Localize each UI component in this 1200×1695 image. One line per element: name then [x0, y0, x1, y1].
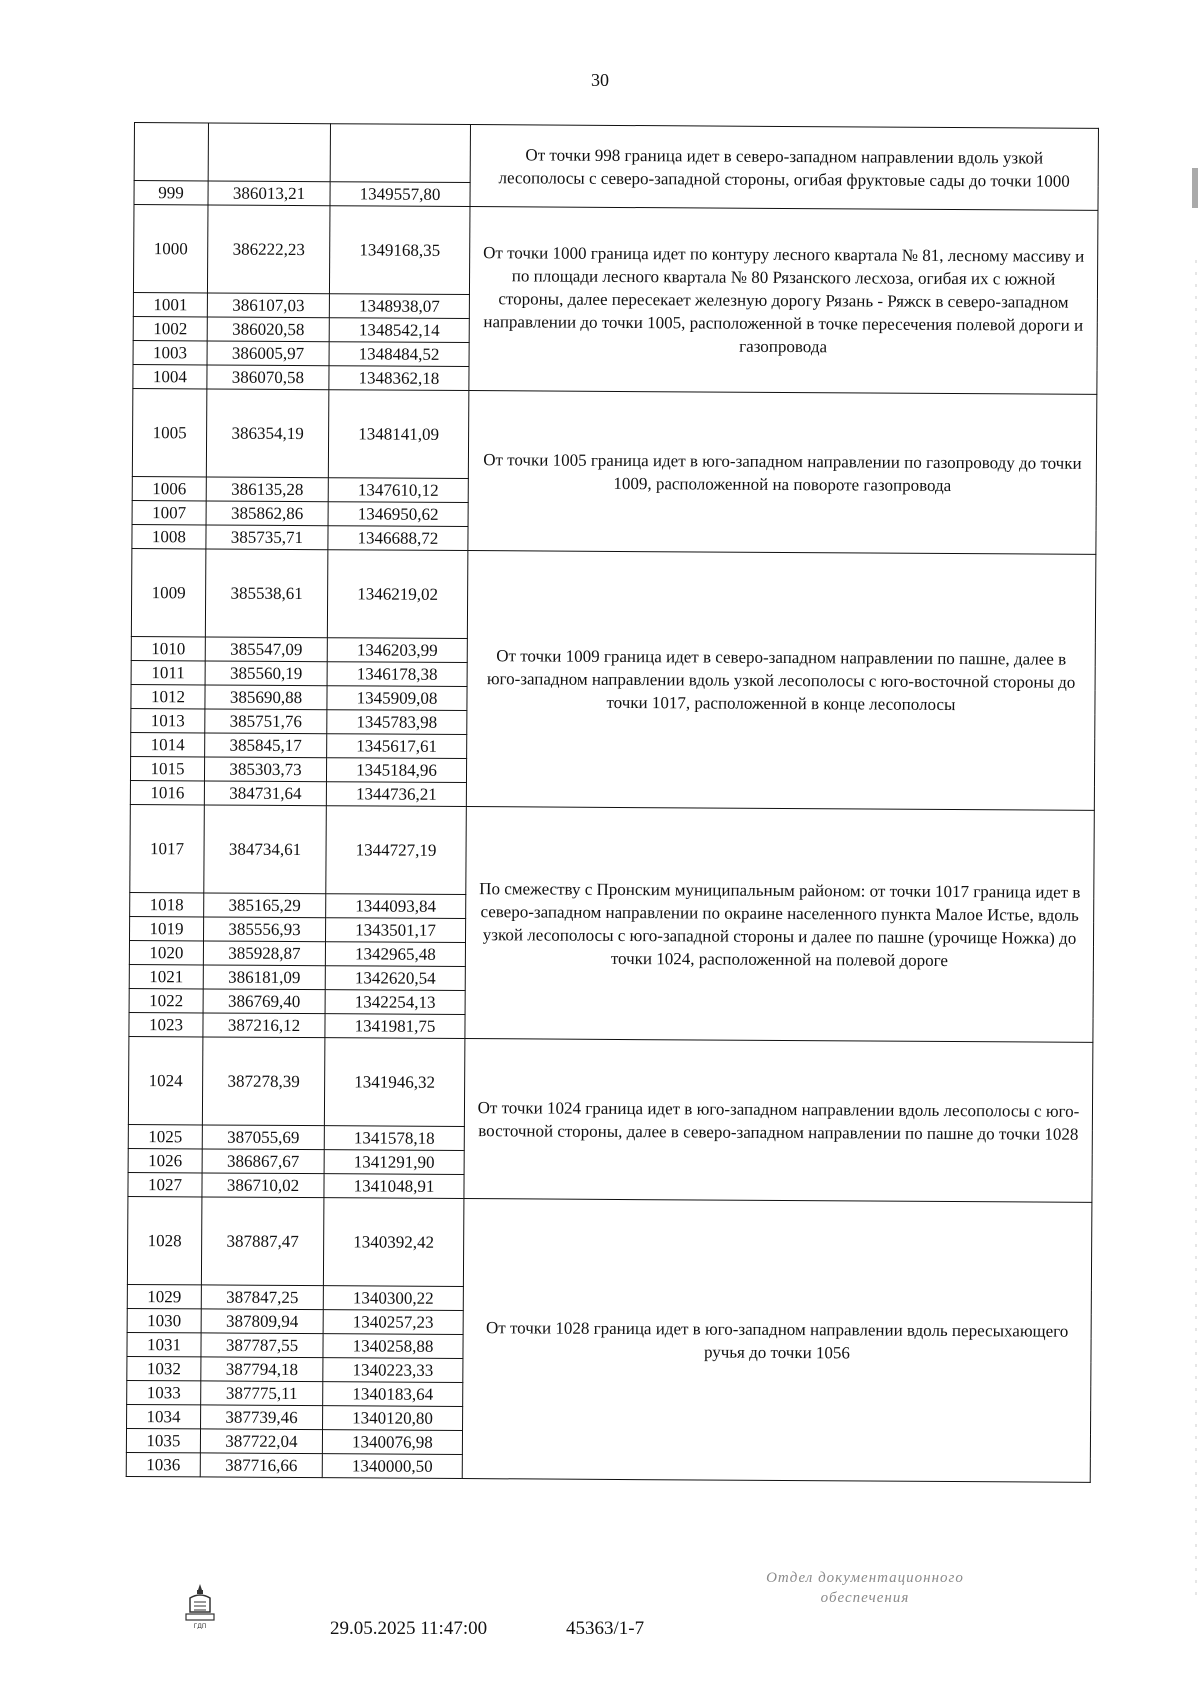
y-coordinate-cell: 1348362,18	[329, 366, 469, 391]
table-row	[134, 123, 1098, 187]
y-coordinate-cell: 1349557,80	[330, 182, 470, 207]
point-number-cell: 1018	[130, 892, 204, 916]
point-number-cell: 1006	[132, 476, 206, 500]
y-coordinate-cell: 1345909,08	[327, 686, 467, 711]
y-coordinate-cell: 1341578,18	[324, 1126, 464, 1151]
table-row	[132, 388, 1097, 482]
y-coordinate-cell: 1346688,72	[328, 526, 468, 551]
point-number-cell: 1015	[130, 756, 204, 780]
y-coordinate-cell: 1347610,12	[328, 478, 468, 503]
coordinates-table	[126, 122, 1099, 1483]
x-coordinate-cell: 387216,12	[203, 1013, 325, 1038]
y-coordinate-cell: 1340120,80	[323, 1406, 463, 1431]
x-coordinate-cell: 386710,02	[202, 1173, 324, 1198]
point-number-cell: 1010	[131, 636, 205, 660]
point-number-cell: 1008	[132, 524, 206, 548]
y-coordinate-cell: 1344727,19	[326, 806, 467, 895]
point-number-cell: 1030	[127, 1308, 201, 1332]
boundary-description-cell: От точки 1028 граница идет в юго-западном направлении вдоль пересыхающего ручья до точки 1056	[462, 1199, 1092, 1483]
point-number-cell: 999	[134, 181, 208, 205]
x-coordinate-cell: 386354,19	[206, 389, 329, 478]
x-coordinate-cell: 386222,23	[207, 205, 330, 294]
y-coordinate-cell: 1345783,98	[327, 710, 467, 735]
y-coordinate-cell: 1340223,33	[323, 1358, 463, 1383]
y-coordinate-cell: 1340183,64	[323, 1382, 463, 1407]
y-coordinate-cell: 1342965,48	[325, 942, 465, 967]
table-row	[131, 548, 1096, 642]
point-number-cell: 1013	[131, 708, 205, 732]
boundary-description-cell: От точки 1024 граница идет в юго-западном направлении вдоль лесополосы с юго-восточной стороны, далее в северо-западном направлении по пашне до точки 1028	[464, 1039, 1093, 1203]
x-coordinate-cell: 386005,97	[207, 341, 329, 366]
y-coordinate-cell: 1340257,23	[323, 1310, 463, 1335]
y-coordinate-cell: 1341946,32	[324, 1038, 465, 1127]
boundary-description-cell: От точки 998 граница идет в северо-западном направлении вдоль узкой лесополосы с северо-западной стороны, огибая фруктовые сады до точки 1000	[470, 125, 1098, 211]
point-number-cell: 1029	[127, 1284, 201, 1308]
point-number-cell: 1035	[126, 1428, 200, 1452]
point-number-cell: 1022	[129, 988, 203, 1012]
x-coordinate-cell: 386013,21	[208, 181, 330, 206]
y-coordinate-cell: 1341048,91	[324, 1174, 464, 1199]
point-number-cell: 1036	[126, 1452, 200, 1476]
point-number-cell	[134, 123, 208, 181]
y-coordinate-cell: 1348141,09	[328, 390, 469, 479]
y-coordinate-cell: 1348484,52	[329, 342, 469, 367]
point-number-cell: 1033	[127, 1380, 201, 1404]
x-coordinate-cell: 385751,76	[205, 709, 327, 734]
point-number-cell: 1009	[131, 548, 206, 636]
boundary-description-cell: По смежеству с Пронским муниципальным районом: от точки 1017 граница идет в северо-западном направлении по окраине населенного пункта Малое Истье, вдоль узкой лесополосы с юго-западной стороны и далее по пашне (урочище Ножка) до точки 1024, расположенной на полевой дороге	[465, 807, 1094, 1043]
x-coordinate-cell: 385560,19	[205, 661, 327, 686]
y-coordinate-cell: 1340300,22	[323, 1286, 463, 1311]
x-coordinate-cell: 387722,04	[200, 1429, 322, 1454]
point-number-cell: 1034	[127, 1404, 201, 1428]
y-coordinate-cell: 1340000,50	[322, 1454, 462, 1479]
x-coordinate-cell: 385862,86	[206, 501, 328, 526]
y-coordinate-cell	[330, 124, 470, 183]
x-coordinate-cell: 384731,64	[204, 781, 326, 806]
boundary-description-cell: От точки 1005 граница идет в юго-западном направлении по газопроводу до точки 1009, расположенной на повороте газопровода	[468, 391, 1097, 555]
point-number-cell: 1023	[129, 1012, 203, 1036]
table-row	[133, 205, 1098, 299]
point-number-cell: 1019	[130, 916, 204, 940]
point-number-cell: 1020	[129, 940, 203, 964]
x-coordinate-cell: 387775,11	[201, 1381, 323, 1406]
x-coordinate-cell: 387787,55	[201, 1333, 323, 1358]
y-coordinate-cell: 1341981,75	[325, 1014, 465, 1039]
y-coordinate-cell: 1340392,42	[323, 1198, 464, 1287]
x-coordinate-cell: 386070,58	[207, 365, 329, 390]
point-number-cell: 1007	[132, 500, 206, 524]
x-coordinate-cell: 384734,61	[204, 805, 327, 894]
y-coordinate-cell: 1345617,61	[327, 734, 467, 759]
x-coordinate-cell: 386867,67	[202, 1149, 324, 1174]
scan-edge-marks	[1186, 0, 1200, 1695]
table-row	[127, 1196, 1092, 1290]
y-coordinate-cell: 1346219,02	[327, 550, 468, 639]
x-coordinate-cell: 386769,40	[203, 989, 325, 1014]
point-number-cell: 1011	[131, 660, 205, 684]
x-coordinate-cell: 387887,47	[201, 1197, 324, 1286]
y-coordinate-cell: 1348542,14	[329, 318, 469, 343]
table-row	[130, 804, 1095, 898]
coordinates-table-wrapper	[126, 122, 1099, 1483]
x-coordinate-cell	[208, 123, 330, 182]
y-coordinate-cell: 1340258,88	[323, 1334, 463, 1359]
footer-document-number: 45363/1-7	[566, 1618, 645, 1639]
svg-text:ГДП: ГДП	[193, 1623, 207, 1630]
point-number-cell: 1002	[133, 316, 207, 340]
x-coordinate-cell: 387278,39	[202, 1037, 325, 1126]
x-coordinate-cell: 385165,29	[204, 893, 326, 918]
y-coordinate-cell: 1343501,17	[325, 918, 465, 943]
y-coordinate-cell: 1349168,35	[329, 206, 470, 295]
page-number: 30	[591, 70, 609, 90]
footer-department-stamp	[700, 1568, 1030, 1608]
point-number-cell: 1027	[128, 1172, 202, 1196]
stamp-line-1: Отдел документационного	[766, 1570, 964, 1586]
point-number-cell: 1004	[133, 364, 207, 388]
y-coordinate-cell: 1340076,98	[322, 1430, 462, 1455]
y-coordinate-cell: 1346178,38	[327, 662, 467, 687]
y-coordinate-cell: 1342620,54	[325, 966, 465, 991]
boundary-description-cell: От точки 1000 граница идет по контуру лесного квартала № 81, лесному массиву и по площади лесного квартала № 80 Рязанского лесхоза, огибая их с южной стороны, далее пересекает железную дорогу Рязань - Ряжск в северо-западном направлении до точки 1005, расположенной в точке пересечения полевой дороги и газопровода	[469, 207, 1098, 395]
point-number-cell: 1024	[128, 1036, 203, 1124]
y-coordinate-cell: 1341291,90	[324, 1150, 464, 1175]
y-coordinate-cell: 1348938,07	[329, 294, 469, 319]
x-coordinate-cell: 385690,88	[205, 685, 327, 710]
x-coordinate-cell: 386107,03	[207, 293, 329, 318]
x-coordinate-cell: 387716,66	[200, 1453, 322, 1478]
coordinates-table-body	[126, 123, 1098, 1483]
point-number-cell: 1014	[131, 732, 205, 756]
x-coordinate-cell: 386135,28	[206, 477, 328, 502]
point-number-cell: 1000	[133, 205, 208, 293]
city-emblem-icon	[182, 1582, 218, 1630]
point-number-cell: 1031	[127, 1332, 201, 1356]
point-number-cell: 1017	[130, 804, 205, 892]
x-coordinate-cell: 385735,71	[206, 525, 328, 550]
x-coordinate-cell: 386020,58	[207, 317, 329, 342]
x-coordinate-cell: 387794,18	[201, 1357, 323, 1382]
x-coordinate-cell: 387739,46	[201, 1405, 323, 1430]
point-number-cell: 1016	[130, 780, 204, 804]
y-coordinate-cell: 1344093,84	[326, 894, 466, 919]
x-coordinate-cell: 385928,87	[203, 941, 325, 966]
point-number-cell: 1028	[127, 1196, 202, 1284]
point-number-cell: 1025	[128, 1124, 202, 1148]
x-coordinate-cell: 385538,61	[205, 549, 328, 638]
boundary-description-cell: От точки 1009 граница идет в северо-западном направлении по пашне, далее в юго-западном направлении вдоль узкой лесополосы с юго-восточной стороны до точки 1017, расположенной в конце лесополосы	[466, 551, 1096, 811]
point-number-cell: 1026	[128, 1148, 202, 1172]
x-coordinate-cell: 385547,09	[205, 637, 327, 662]
point-number-cell: 1005	[132, 388, 207, 476]
point-number-cell: 1021	[129, 964, 203, 988]
x-coordinate-cell: 387055,69	[202, 1125, 324, 1150]
x-coordinate-cell: 385845,17	[205, 733, 327, 758]
x-coordinate-cell: 385303,73	[204, 757, 326, 782]
x-coordinate-cell: 386181,09	[203, 965, 325, 990]
y-coordinate-cell: 1346203,99	[327, 638, 467, 663]
x-coordinate-cell: 387847,25	[201, 1285, 323, 1310]
y-coordinate-cell: 1345184,96	[326, 758, 466, 783]
point-number-cell: 1001	[133, 292, 207, 316]
x-coordinate-cell: 385556,93	[203, 917, 325, 942]
x-coordinate-cell: 387809,94	[201, 1309, 323, 1334]
y-coordinate-cell: 1344736,21	[326, 782, 466, 807]
point-number-cell: 1012	[131, 684, 205, 708]
table-row	[128, 1036, 1093, 1130]
stamp-line-2: обеспечения	[820, 1590, 910, 1606]
point-number-cell: 1032	[127, 1356, 201, 1380]
y-coordinate-cell: 1346950,62	[328, 502, 468, 527]
footer-datetime: 29.05.2025 11:47:00	[330, 1618, 488, 1639]
y-coordinate-cell: 1342254,13	[325, 990, 465, 1015]
point-number-cell: 1003	[133, 340, 207, 364]
